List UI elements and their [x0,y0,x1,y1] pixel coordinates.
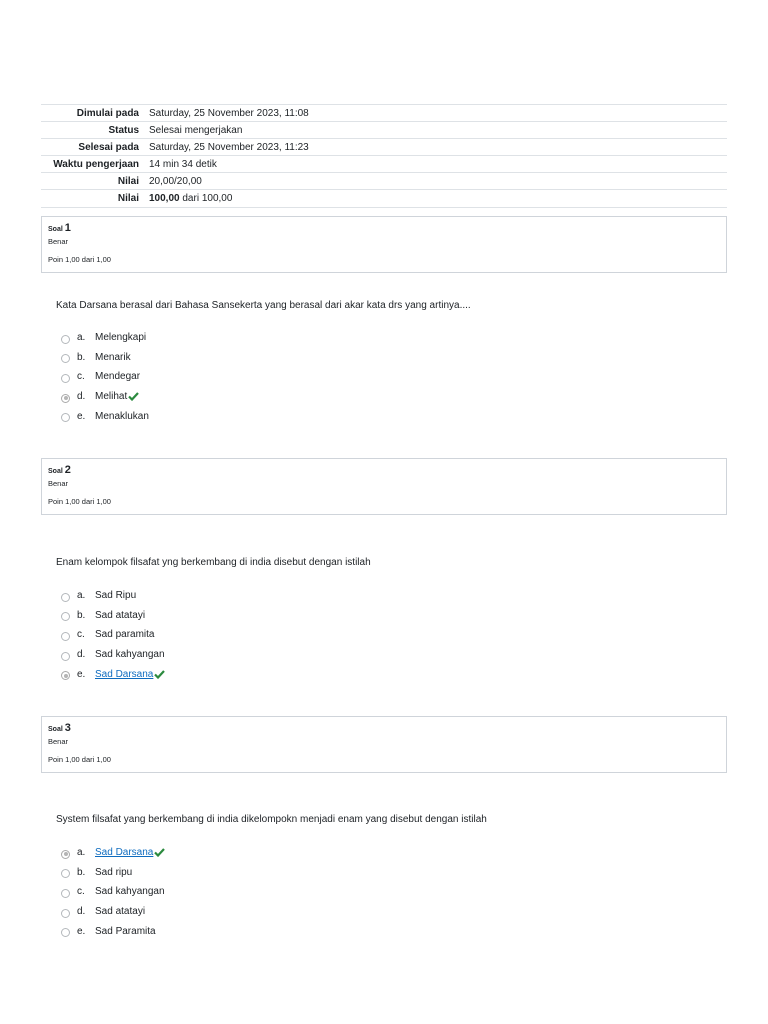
answer-link[interactable]: Sad Darsana [95,668,154,680]
radio-button[interactable] [61,928,70,937]
question-number: Soal 3 [48,722,71,734]
summary-row-status [41,122,727,139]
summary-row-started [41,105,727,122]
summary-row-grade [41,190,727,208]
radio-button[interactable] [61,413,70,422]
summary-value: 14 min 34 detik [149,158,217,170]
radio-button[interactable] [61,354,70,363]
attempt-summary-table [41,104,727,208]
summary-label: Selesai pada [78,141,139,153]
grade-max: dari 100,00 [179,193,233,204]
summary-row-marks [41,173,727,190]
radio-button-checked[interactable] [61,394,70,403]
answer-option[interactable]: b. Menarik [61,348,149,368]
radio-button[interactable] [61,869,70,878]
summary-label: Status [108,124,139,136]
answer-option[interactable]: b. Sad atatayi [61,606,165,626]
answer-option[interactable]: c. Sad kahyangan [61,882,165,902]
question-state: Benar [48,737,69,746]
summary-label: Nilai [117,193,139,204]
answer-option[interactable]: d. Sad atatayi [61,902,165,922]
question-info-1 [41,216,727,273]
answer-option[interactable]: a. Sad Ripu [61,586,165,606]
summary-label: Waktu pengerjaan [53,158,139,170]
answer-option[interactable]: c. Mendegar [61,367,149,387]
answer-option[interactable]: a. Melengkapi [61,328,149,348]
answer-option-selected[interactable]: a. Sad Darsana [61,843,165,863]
radio-button[interactable] [61,612,70,621]
radio-button[interactable] [61,374,70,383]
question-text-2: Enam kelompok filsafat yng berkembang di india disebut dengan istilah [56,557,371,568]
question-state: Benar [48,237,69,246]
summary-value [143,190,727,208]
answer-option[interactable]: d. Sad kahyangan [61,645,165,665]
radio-button[interactable] [61,652,70,661]
summary-row-finished [41,139,727,156]
radio-button[interactable] [61,909,70,918]
question-text-3: System filsafat yang berkembang di india dikelompokn menjadi enam yang disebut dengan istilah [56,814,487,825]
question-grade: Poin 1,00 dari 1,00 [48,755,111,764]
summary-label: Nilai [117,175,139,187]
question-info-3 [41,716,727,773]
answer-list-1 [61,328,149,426]
answer-list-3 [61,843,165,941]
answer-option[interactable]: c. Sad paramita [61,625,165,645]
summary-value: Selesai mengerjakan [149,124,243,136]
answer-option[interactable]: b. Sad ripu [61,863,165,883]
summary-row-duration [41,156,727,173]
answer-option-selected[interactable]: d. Melihat [61,387,149,407]
question-grade: Poin 1,00 dari 1,00 [48,255,111,264]
radio-button[interactable] [61,889,70,898]
answer-option[interactable]: e. Sad Paramita [61,921,165,941]
question-number: Soal 1 [48,222,71,234]
check-icon [154,848,165,857]
radio-button[interactable] [61,593,70,602]
summary-value: 20,00/20,00 [149,175,202,187]
question-state: Benar [48,479,69,488]
check-icon [154,670,165,679]
answer-list-2 [61,586,165,684]
question-grade: Poin 1,00 dari 1,00 [48,497,111,506]
answer-link[interactable]: Sad Darsana [95,847,154,859]
summary-value: Saturday, 25 November 2023, 11:08 [149,107,309,119]
question-number: Soal 2 [48,464,71,476]
question-text-1: Kata Darsana berasal dari Bahasa Sansekerta yang berasal dari akar kata drs yang artinya.... [56,300,471,311]
radio-button[interactable] [61,335,70,344]
radio-button-checked[interactable] [61,671,70,680]
summary-label: Dimulai pada [76,107,139,119]
check-icon [128,392,139,401]
radio-button-checked[interactable] [61,850,70,859]
radio-button[interactable] [61,632,70,641]
answer-option[interactable]: e. Menaklukan [61,406,149,426]
grade-score: 100,00 [149,193,180,204]
summary-value: Saturday, 25 November 2023, 11:23 [149,141,309,153]
question-info-2 [41,458,727,515]
answer-option-selected[interactable]: e. Sad Darsana [61,664,165,684]
